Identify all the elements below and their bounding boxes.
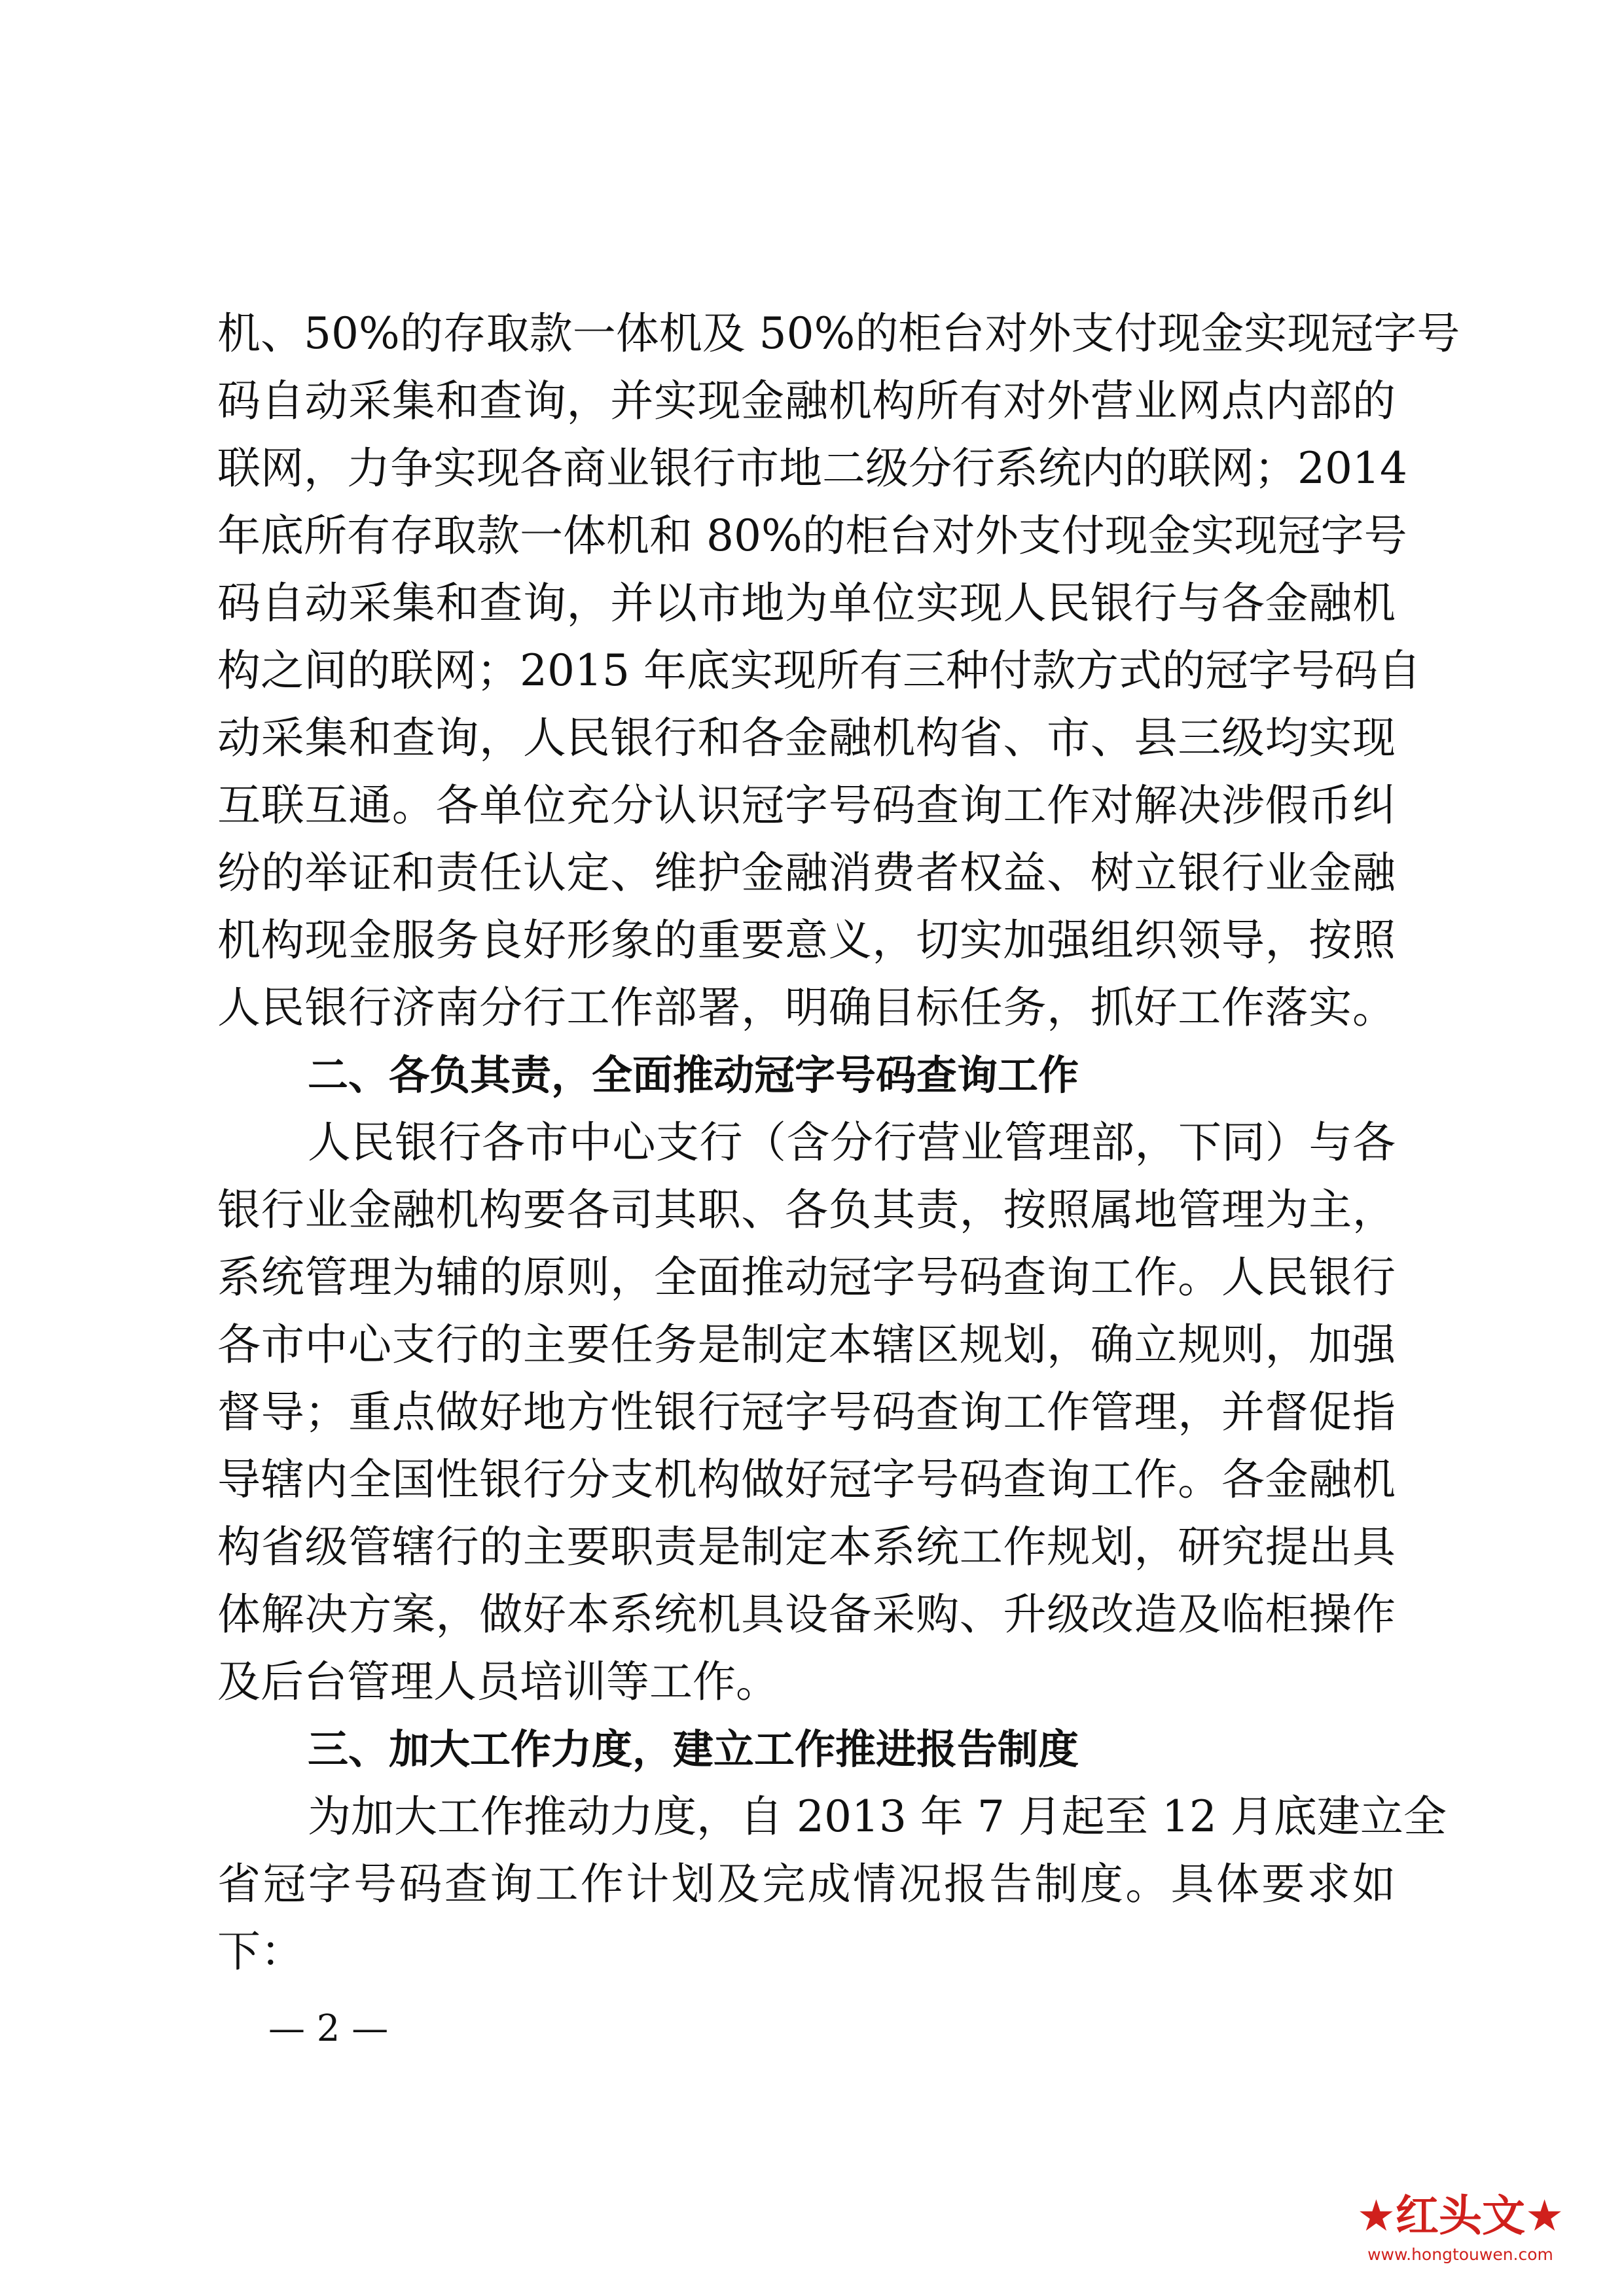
watermark-logo — [1323, 2189, 1598, 2281]
body-text-line: 年底所有存取款一体机和 80%的柜台对外支付现金实现冠字号 — [217, 511, 1407, 561]
body-text-line: 系统管理为辅的原则，全面推动冠字号码查询工作。人民银行 — [217, 1252, 1396, 1302]
section-heading: 三、加大工作力度，建立工作推进报告制度 — [308, 1725, 1079, 1773]
body-text-line: 动采集和查询，人民银行和各金融机构省、市、县三级均实现 — [217, 713, 1396, 763]
body-text-line: 码自动采集和查询，并实现金融机构所有对外营业网点内部的 — [217, 376, 1396, 426]
section-heading: 二、各负其责，全面推动冠字号码查询工作 — [308, 1051, 1079, 1099]
body-text-line: 各市中心支行的主要任务是制定本辖区规划，确立规则，加强 — [217, 1319, 1396, 1370]
body-text-line: 联网，力争实现各商业银行市地二级分行系统内的联网；2014 — [217, 443, 1407, 493]
body-text-line: 构之间的联网；2015 年底实现所有三种付款方式的冠字号码自 — [217, 645, 1421, 696]
body-text-line: 下： — [217, 1926, 304, 1977]
page-number: — 2 — — [268, 2007, 389, 2050]
body-text-line: 为加大工作推动力度，自 2013 年 7 月起至 12 月底建立全 — [308, 1791, 1447, 1842]
body-text-line: 机、50%的存取款一体机及 50%的柜台对外支付现金实现冠字号 — [217, 308, 1460, 359]
body-text-line: 督导；重点做好地方性银行冠字号码查询工作管理，并督促指 — [217, 1387, 1396, 1437]
body-text-line: 码自动采集和查询，并以市地为单位实现人民银行与各金融机 — [217, 578, 1396, 628]
body-text-line: 构省级管辖行的主要职责是制定本系统工作规划，研究提出具 — [217, 1522, 1396, 1572]
body-text-line: 人民银行济南分行工作部署，明确目标任务，抓好工作落实。 — [217, 982, 1396, 1033]
body-text-line: 人民银行各市中心支行（含分行营业管理部，下同）与各 — [308, 1117, 1396, 1168]
body-text-line: 及后台管理人员培训等工作。 — [217, 1657, 779, 1707]
body-text-line: 银行业金融机构要各司其职、各负其责，按照属地管理为主， — [217, 1185, 1396, 1235]
body-text-line: 体解决方案，做好本系统机具设备采购、升级改造及临柜操作 — [217, 1589, 1396, 1640]
body-text-line: 导辖内全国性银行分支机构做好冠字号码查询工作。各金融机 — [217, 1454, 1396, 1505]
watermark-url: www.hongtouwen.com — [1367, 2245, 1553, 2264]
watermark-title: ★红头文★ — [1356, 2191, 1564, 2241]
body-text-line: 互联互通。各单位充分认识冠字号码查询工作对解决涉假币纠 — [217, 780, 1396, 831]
body-text-line: 机构现金服务良好形象的重要意义，切实加强组织领导，按照 — [217, 915, 1396, 965]
body-text-line: 省冠字号码查询工作计划及完成情况报告制度。具体要求如 — [217, 1859, 1396, 1909]
body-text-line: 纷的举证和责任认定、维护金融消费者权益、树立银行业金融 — [217, 848, 1396, 898]
